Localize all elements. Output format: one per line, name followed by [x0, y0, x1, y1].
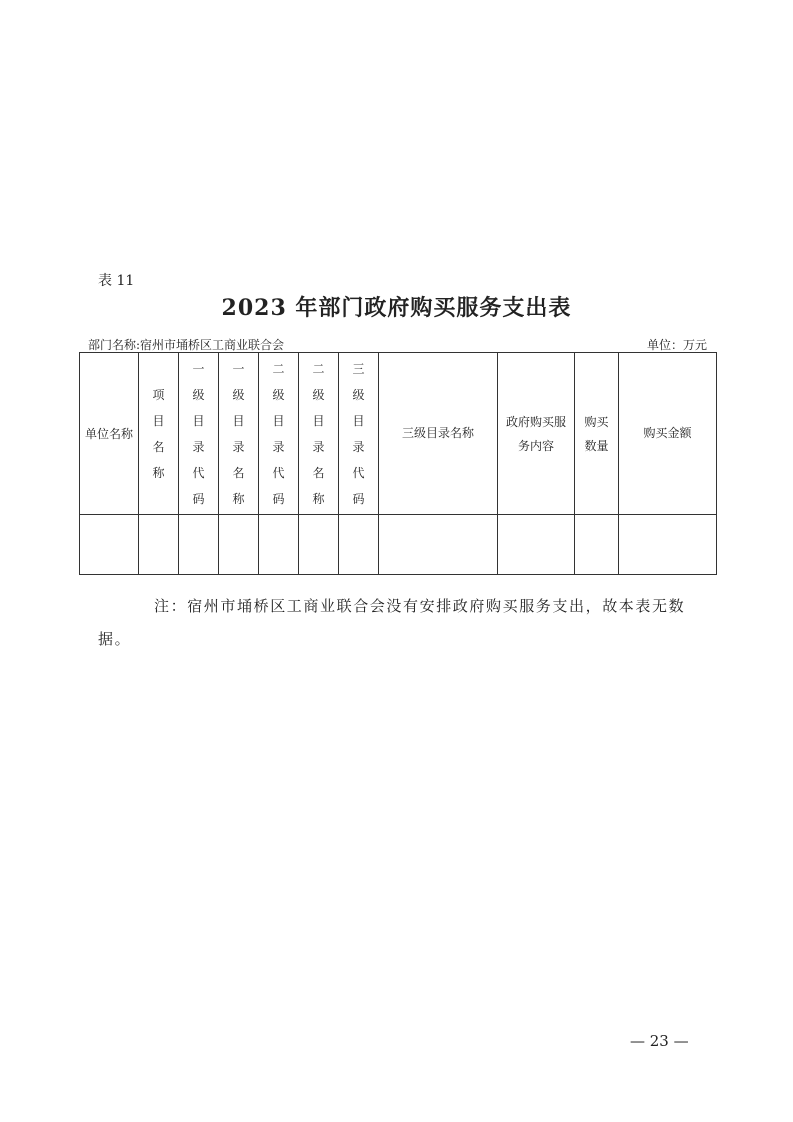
- header-cell: 一级目录代码: [179, 353, 219, 515]
- table-cell: [619, 515, 717, 575]
- table-cell: [379, 515, 498, 575]
- table-number: 表 11: [98, 273, 135, 289]
- header-cell: 购买数量: [575, 353, 619, 515]
- page-title: 2023 年部门政府购买服务支出表: [221, 295, 572, 321]
- header-cell: 三级目录名称: [379, 353, 498, 515]
- header-cell: 三级目录代码: [339, 353, 379, 515]
- header-cell: 一级目录名称: [219, 353, 259, 515]
- header-cell: 项目名称: [139, 353, 179, 515]
- table-cell: [80, 515, 139, 575]
- table-cell: [259, 515, 299, 575]
- table-note: 注：宿州市埇桥区工商业联合会没有安排政府购买服务支出，故本表无数据。: [98, 597, 686, 648]
- table-cell: [575, 515, 619, 575]
- table-cell: [139, 515, 179, 575]
- header-cell: 二级目录代码: [259, 353, 299, 515]
- expense-table: [79, 352, 717, 575]
- table-header-row: [80, 353, 717, 515]
- header-cell: 政府购买服务内容: [498, 353, 575, 515]
- expense-table-container: [79, 352, 716, 575]
- table-cell: [339, 515, 379, 575]
- header-cell: 单位名称: [80, 353, 139, 515]
- department-name: 部门名称:宿州市埇桥区工商业联合会: [88, 338, 285, 352]
- page-number: — 23 —: [630, 1032, 689, 1050]
- header-cell: 二级目录名称: [299, 353, 339, 515]
- table-cell: [498, 515, 575, 575]
- header-cell: 购买金额: [619, 353, 717, 515]
- table-row: [80, 515, 717, 575]
- table-cell: [219, 515, 259, 575]
- table-cell: [179, 515, 219, 575]
- table-cell: [299, 515, 339, 575]
- unit-label: 单位：万元: [646, 338, 707, 352]
